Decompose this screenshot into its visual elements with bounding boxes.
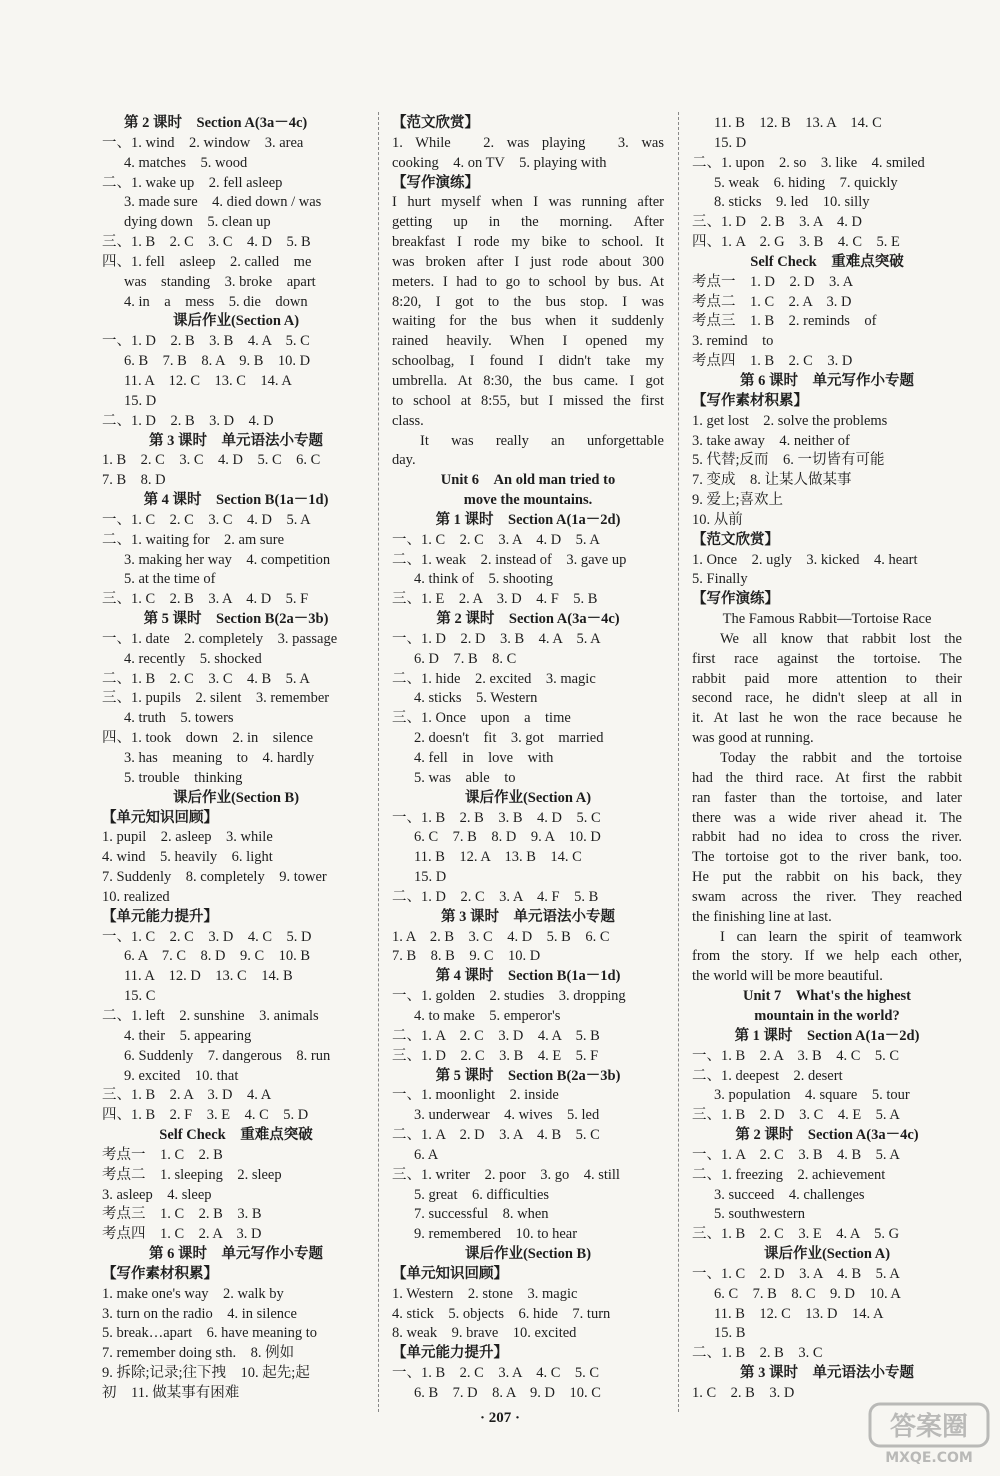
answer-line: the world will be more beautiful.: [692, 968, 883, 985]
section-heading: 课后作业(Section A): [763, 1246, 891, 1263]
answer-line: class.: [392, 412, 424, 429]
section-heading: 第 3 课时 单元语法小专题: [740, 1365, 914, 1382]
answer-line: 一、1. moonlight 2. inside: [392, 1087, 559, 1104]
section-heading: move the mountains.: [463, 492, 593, 509]
answer-line: 7. remember doing sth. 8. 例如: [102, 1345, 295, 1362]
watermark-url: MXQE.COM: [885, 1450, 973, 1466]
answer-line: 7. 变成 8. 让某人做某事: [692, 472, 852, 489]
section-heading: 第 2 课时 Section A(3a－4c): [735, 1127, 919, 1144]
answer-line: 一、1. date 2. completely 3. passage: [102, 630, 338, 647]
answer-line: 二、1. deepest 2. desert: [692, 1067, 843, 1084]
answer-line: The Famous Rabbit—Tortoise Race: [722, 611, 932, 628]
answer-line: 二、1. A 2. C 3. D 4. A 5. B: [392, 1027, 600, 1044]
answer-line: He put the rabbit on his back, they: [692, 869, 962, 886]
answer-line: 三、1. D 2. B 3. A 4. D: [692, 214, 862, 231]
answer-line: We all know that rabbit lost the: [720, 630, 962, 647]
section-heading: 第 3 课时 单元语法小专题: [149, 432, 323, 449]
answer-line: ran faster than the tortoise, and later: [692, 789, 962, 806]
answer-line: swam across the river. They reached: [692, 888, 962, 905]
answer-line: 考点四 1. C 2. A 3. D: [102, 1226, 262, 1243]
answer-line: waiting for the bus when it suddenly: [392, 313, 664, 330]
section-heading: Self Check 重难点突破: [159, 1127, 313, 1144]
answer-line: 7. B 8. B 9. C 10. D: [392, 948, 541, 965]
answer-line: 考点三 1. B 2. reminds of: [692, 313, 877, 330]
section-heading: 第 4 课时 Section B(1a－1d): [435, 968, 621, 985]
answer-line: 三、1. B 2. C 3. E 4. A 5. G: [692, 1226, 900, 1243]
answer-line: 考点二 1. sleeping 2. sleep: [102, 1166, 282, 1183]
section-heading: 第 5 课时 Section B(2a－3b): [143, 611, 329, 628]
section-heading: 第 1 课时 Section A(1a－2d): [734, 1027, 920, 1044]
answer-line: from the story. If we help each other,: [692, 948, 962, 965]
answer-line: 15. D: [714, 134, 747, 151]
answer-line: first race against the tortoise. The: [692, 650, 962, 667]
answer-line: 一、1. B 2. C 3. A 4. C 5. C: [392, 1365, 600, 1382]
answer-line: The tortoise got to the river bank, too.: [692, 849, 962, 866]
answer-line: 5. 代替;反而 6. 一切皆有可能: [692, 452, 885, 469]
answer-line: 三、1. writer 2. poor 3. go 4. still: [392, 1166, 620, 1183]
column-divider: [378, 112, 379, 1412]
section-heading: 【单元知识回顾】: [392, 1265, 508, 1282]
answer-line: 三、1. E 2. A 3. D 4. F 5. B: [392, 591, 598, 608]
answer-line: 11. B 12. B 13. A 14. C: [714, 115, 882, 131]
answer-line: 3. made sure 4. died down / was: [124, 194, 322, 211]
answer-line: 二、1. B 2. C 3. C 4. B 5. A: [102, 670, 310, 687]
answer-line: 二、1. D 2. B 3. D 4. D: [102, 412, 274, 429]
answer-line: 10. realized: [102, 888, 170, 905]
answer-line: had the third race. At first the rabbit: [692, 769, 962, 786]
answer-line: 1. C 2. B 3. D: [692, 1385, 795, 1401]
answer-line: 4. their 5. appearing: [124, 1027, 252, 1044]
answer-line: 3. underwear 4. wives 5. led: [414, 1107, 600, 1124]
answer-line: 15. D: [124, 392, 157, 409]
answer-column-2: [392, 114, 664, 1404]
answer-line: 1. Western 2. stone 3. magic: [392, 1285, 578, 1302]
answer-line: 4. stick 5. objects 6. hide 7. turn: [392, 1305, 611, 1322]
answer-line: Today the rabbit and the tortoise: [720, 750, 962, 766]
answer-line: 三、1. B 2. A 3. D 4. A: [102, 1087, 272, 1104]
answer-line: 一、1. B 2. B 3. B 4. D 5. C: [392, 809, 601, 826]
answer-line: 1. While 2. was playing 3. was: [392, 134, 664, 151]
answer-line: 考点三 1. C 2. B 3. B: [102, 1206, 262, 1223]
section-heading: 【范文欣赏】: [392, 115, 479, 131]
answer-line: day.: [392, 452, 416, 469]
section-heading: 第 6 课时 单元写作小专题: [740, 372, 914, 389]
section-heading: 课后作业(Section B): [172, 789, 300, 806]
answer-line: 11. B 12. A 13. B 14. C: [414, 849, 582, 866]
answer-line: 1. get lost 2. solve the problems: [692, 412, 888, 429]
answer-line: 4. truth 5. towers: [124, 710, 234, 727]
answer-line: 9. remembered 10. to hear: [414, 1226, 578, 1243]
answer-line: 一、1. golden 2. studies 3. dropping: [392, 988, 626, 1005]
answer-line: 三、1. pupils 2. silent 3. remember: [102, 690, 330, 707]
answer-line: 二、1. waiting for 2. am sure: [102, 531, 285, 548]
answer-line: 8:20, I got to the bus stop. I was: [392, 293, 664, 310]
answer-line: It was really an unforgettable: [420, 432, 664, 449]
section-heading: 【写作演练】: [692, 591, 779, 608]
answer-line: 9. 拆除;记录;往下拽 10. 起先;起: [102, 1365, 310, 1382]
section-heading: 第 3 课时 单元语法小专题: [441, 908, 615, 925]
answer-line: meters. I had to go to school by bus. At: [392, 273, 664, 290]
answer-line: 一、1. A 2. C 3. B 4. B 5. A: [692, 1146, 900, 1163]
answer-line: breakfast I rode my bike to school. It: [392, 234, 664, 251]
answer-line: 5. weak 6. hiding 7. quickly: [714, 174, 898, 191]
answer-line: 9. 爱上;喜欢上: [692, 492, 784, 509]
answer-line: second race, he didn't sleep at all in: [692, 690, 962, 707]
answer-line: 二、1. upon 2. so 3. like 4. smiled: [692, 154, 925, 171]
answer-line: 9. excited 10. that: [124, 1067, 239, 1084]
answer-line: 三、1. D 2. C 3. B 4. E 5. F: [392, 1047, 599, 1064]
answer-line: 7. B 8. D: [102, 472, 166, 489]
answer-line: rabbit had no idea to cross the river.: [692, 829, 962, 846]
section-heading: 第 1 课时 Section A(1a－2d): [435, 511, 621, 528]
answer-line: 5. trouble thinking: [124, 769, 243, 786]
answer-line: 3. take away 4. neither of: [692, 432, 850, 449]
answer-line: 11. A 12. D 13. C 14. B: [124, 968, 293, 985]
answer-line: 一、1. B 2. A 3. B 4. C 5. C: [692, 1047, 900, 1064]
answer-line: 一、1. C 2. C 3. D 4. C 5. D: [102, 928, 312, 945]
answer-line: 7. successful 8. when: [414, 1206, 549, 1223]
answer-line: 四、1. took down 2. in silence: [102, 730, 314, 747]
answer-line: 二、1. B 2. B 3. C: [692, 1345, 823, 1362]
answer-line: 6. B 7. B 8. A 9. B 10. D: [124, 353, 311, 370]
answer-line: 一、1. C 2. D 3. A 4. B 5. A: [692, 1265, 900, 1282]
answer-line: 1. pupil 2. asleep 3. while: [102, 829, 273, 846]
answer-line: 二、1. left 2. sunshine 3. animals: [102, 1007, 319, 1024]
answer-line: 4. think of 5. shooting: [414, 571, 553, 588]
answer-line: 11. A 12. C 13. C 14. A: [124, 372, 292, 389]
answer-line: 二、1. D 2. C 3. A 4. F 5. B: [392, 888, 599, 905]
answer-line: I can learn the spirit of teamwork: [720, 928, 962, 945]
section-heading: 【写作素材积累】: [102, 1265, 218, 1282]
section-heading: Unit 6 An old man tried to: [440, 472, 616, 489]
answer-line: 6. D 7. B 8. C: [414, 650, 517, 667]
section-heading: 【写作演练】: [392, 174, 479, 191]
answer-line: 考点四 1. B 2. C 3. D: [692, 353, 853, 370]
answer-line: was standing 3. broke apart: [124, 273, 316, 290]
answer-line: 3. population 4. square 5. tour: [714, 1087, 910, 1104]
answer-line: 5. was able to: [414, 769, 516, 786]
section-heading: 第 2 课时 Section A(3a－4c): [436, 611, 620, 628]
answer-line: 一、1. C 2. C 3. C 4. D 5. A: [102, 511, 311, 528]
answer-line: 二、1. wake up 2. fell asleep: [102, 174, 283, 191]
answer-line: 3. succeed 4. challenges: [714, 1186, 865, 1203]
answer-line: 考点一 1. D 2. D 3. A: [692, 273, 854, 290]
section-heading: 第 6 课时 单元写作小专题: [149, 1246, 323, 1263]
answer-line: the finishing line at last.: [692, 908, 832, 925]
watermark-logo: [868, 1402, 990, 1468]
answer-line: was good at running.: [692, 730, 814, 747]
answer-line: 4. in a mess 5. die down: [124, 293, 308, 310]
answer-line: 4. sticks 5. Western: [414, 690, 538, 707]
answer-line: 3. turn on the radio 4. in silence: [102, 1305, 297, 1322]
section-heading: mountain in the world?: [754, 1007, 900, 1024]
answer-line: to school at 8:55, but I missed the first: [392, 392, 664, 409]
answer-line: 二、1. weak 2. instead of 3. gave up: [392, 551, 627, 568]
answer-line: 一、1. wind 2. window 3. area: [102, 134, 304, 151]
answer-line: 6. C 7. B 8. D 9. A 10. D: [414, 829, 601, 846]
answer-line: 15. B: [714, 1325, 746, 1342]
answer-line: 4. wind 5. heavily 6. light: [102, 849, 273, 866]
answer-line: 6. A 7. C 8. D 9. C 10. B: [124, 948, 311, 965]
answer-line: 8. weak 9. brave 10. excited: [392, 1325, 577, 1342]
answer-line: 四、1. fell asleep 2. called me: [102, 253, 312, 270]
answer-line: umbrella. At 8:30, the bus came. I got: [392, 372, 664, 389]
answer-line: 三、1. Once upon a time: [392, 710, 571, 727]
answer-line: rained heavily. When I opened my: [392, 333, 664, 350]
answer-line: 一、1. D 2. B 3. B 4. A 5. C: [102, 333, 310, 350]
answer-line: 5. great 6. difficulties: [414, 1186, 550, 1203]
answer-line: I hurt myself when I was running after: [392, 194, 664, 211]
answer-line: 3. making her way 4. competition: [124, 551, 331, 568]
answer-line: 四、1. B 2. F 3. E 4. C 5. D: [102, 1107, 309, 1124]
answer-line: 5. southwestern: [714, 1206, 806, 1223]
answer-line: 二、1. freezing 2. achievement: [692, 1166, 886, 1183]
answer-line: 4. recently 5. shocked: [124, 650, 262, 667]
answer-line: schoolbag, I found I didn't take my: [392, 353, 664, 370]
answer-line: 4. to make 5. emperor's: [414, 1007, 561, 1024]
section-heading: 【写作素材积累】: [692, 392, 808, 409]
section-heading: 【单元能力提升】: [102, 908, 218, 925]
answer-line: 二、1. A 2. D 3. A 4. B 5. C: [392, 1127, 600, 1144]
answer-line: 15. D: [414, 869, 447, 886]
section-heading: 课后作业(Section A): [172, 313, 300, 330]
answer-line: 4. fell in love with: [414, 750, 554, 766]
answer-line: 考点一 1. C 2. B: [102, 1146, 223, 1163]
answer-line: 初 11. 做某事有困难: [102, 1385, 240, 1401]
section-heading: 课后作业(Section A): [464, 789, 592, 806]
section-heading: 第 5 课时 Section B(2a－3b): [435, 1067, 621, 1084]
answer-line: 二、1. hide 2. excited 3. magic: [392, 670, 596, 687]
answer-line: 11. B 12. C 13. D 14. A: [714, 1305, 884, 1322]
answer-column-1: [102, 114, 370, 1404]
answer-line: 一、1. D 2. D 3. B 4. A 5. A: [392, 630, 601, 647]
section-heading: 第 4 课时 Section B(1a－1d): [143, 492, 329, 509]
answer-line: rabbit paid more attention to their: [692, 670, 962, 687]
answer-line: 1. Once 2. ugly 3. kicked 4. heart: [692, 551, 918, 568]
answer-line: 四、1. A 2. G 3. B 4. C 5. E: [692, 234, 900, 251]
answer-line: cooking 4. on TV 5. playing with: [392, 154, 607, 171]
answer-line: 1. make one's way 2. walk by: [102, 1285, 284, 1302]
answer-line: 三、1. B 2. C 3. C 4. D 5. B: [102, 234, 311, 251]
answer-column-3: [692, 114, 962, 1404]
answer-line: 3. has meaning to 4. hardly: [124, 750, 315, 766]
section-heading: 课后作业(Section B): [464, 1246, 592, 1263]
answer-line: 5. at the time of: [124, 571, 216, 588]
section-heading: 【范文欣赏】: [692, 531, 779, 548]
section-heading: 【单元能力提升】: [392, 1345, 508, 1362]
answer-line: was broken after I just rode about 300: [392, 253, 664, 270]
answer-line: dying down 5. clean up: [124, 214, 271, 231]
answer-line: 3. remind to: [692, 333, 774, 350]
answer-line: 6. Suddenly 7. dangerous 8. run: [124, 1047, 331, 1064]
answer-line: 2. doesn't fit 3. got married: [414, 730, 604, 747]
page-number: · 207 ·: [479, 1410, 520, 1426]
answer-line: 三、1. B 2. D 3. C 4. E 5. A: [692, 1107, 900, 1124]
answer-line: 5. break…apart 6. have meaning to: [102, 1325, 318, 1342]
answer-line: 6. B 7. D 8. A 9. D 10. C: [414, 1385, 601, 1401]
answer-line: 1. B 2. C 3. C 4. D 5. C 6. C: [102, 452, 321, 469]
column-divider: [678, 112, 679, 1412]
answer-line: 3. asleep 4. sleep: [102, 1186, 212, 1203]
answer-line: 5. Finally: [692, 571, 748, 588]
answer-line: 6. A: [414, 1146, 439, 1163]
answer-line: getting up in the morning. After: [392, 214, 664, 231]
answer-line: 1. A 2. B 3. C 4. D 5. B 6. C: [392, 928, 610, 945]
answer-line: 15. C: [124, 988, 156, 1005]
answer-line: 4. matches 5. wood: [124, 154, 248, 171]
answer-line: there was a wide river ahead it. The: [692, 809, 962, 826]
answer-line: 7. Suddenly 8. completely 9. tower: [102, 869, 327, 886]
answer-line: 考点二 1. C 2. A 3. D: [692, 293, 852, 310]
section-heading: Unit 7 What's the highest: [743, 988, 911, 1005]
section-heading: 【单元知识回顾】: [102, 809, 218, 826]
answer-line: 10. 从前: [692, 511, 743, 528]
answer-line: 三、1. C 2. B 3. A 4. D 5. F: [102, 591, 309, 608]
section-heading: 第 2 课时 Section A(3a－4c): [124, 115, 308, 131]
watermark-label: 答案圈: [889, 1412, 969, 1442]
answer-line: 一、1. C 2. C 3. A 4. D 5. A: [392, 531, 600, 548]
answer-line: it. At last he won the race because he: [692, 710, 962, 727]
answer-line: 6. C 7. B 8. C 9. D 10. A: [714, 1285, 901, 1302]
section-heading: Self Check 重难点突破: [750, 253, 904, 270]
answer-line: 8. sticks 9. led 10. silly: [714, 194, 870, 211]
